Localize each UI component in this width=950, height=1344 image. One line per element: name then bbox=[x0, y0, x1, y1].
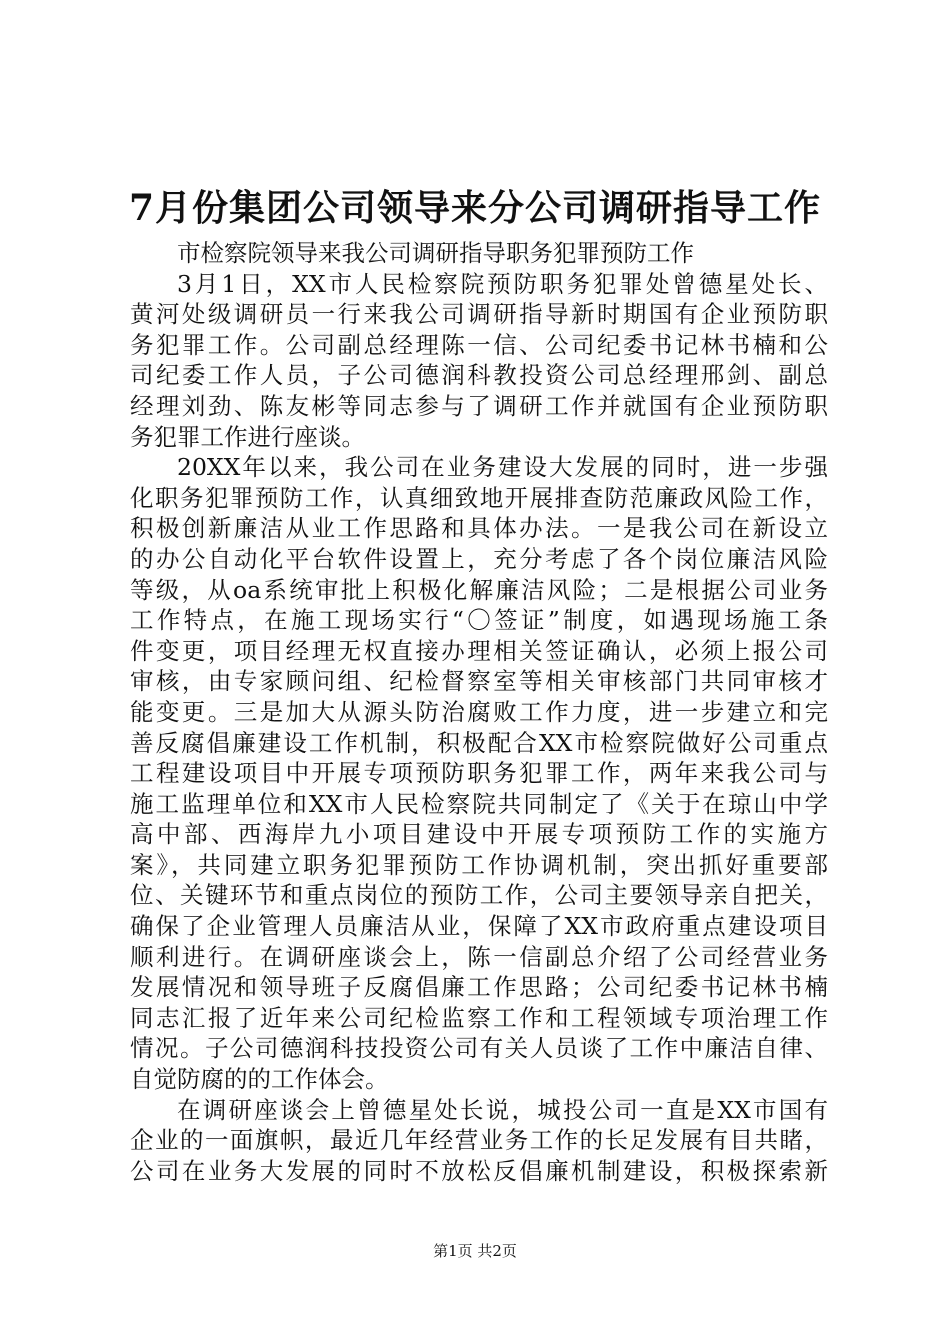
paragraph-line: 件变更，项目经理无权直接办理相关签证确认，必须上报公司 bbox=[130, 636, 828, 665]
paragraph-line: 在调研座谈会上曾德星处长说，城投公司一直是XX市国有 bbox=[177, 1095, 828, 1124]
paragraph-line: 工程建设项目中开展专项预防职务犯罪工作，两年来我公司与 bbox=[130, 759, 828, 788]
paragraph-line: 务犯罪工作进行座谈。 bbox=[130, 422, 365, 451]
paragraph-line: 审核，由专家顾问组、纪检督察室等相关审核部门共同审核才 bbox=[130, 667, 828, 696]
paragraph-line: 20XX年以来，我公司在业务建设大发展的同时，进一步强 bbox=[177, 453, 828, 482]
paragraph-line: 司纪委工作人员，子公司德润科教投资公司总经理邢剑、副总 bbox=[130, 361, 828, 390]
paragraph-line: 工作特点，在施工现场实行“〇签证”制度，如遇现场施工条 bbox=[130, 606, 828, 635]
paragraph-line: 案》，共同建立职务犯罪预防工作协调机制，突出抓好重要部 bbox=[130, 850, 828, 879]
document-body bbox=[130, 238, 828, 1186]
paragraph-line: 发展情况和领导班子反腐倡廉工作思路；公司纪委书记林书楠 bbox=[130, 973, 828, 1002]
paragraph-line: 公司在业务大发展的同时不放松反倡廉机制建设，积极探索新 bbox=[130, 1156, 828, 1185]
paragraph-line: 务犯罪工作。公司副总经理陈一信、公司纪委书记林书楠和公 bbox=[130, 330, 828, 359]
page-footer: 第1页 共2页 bbox=[433, 1242, 517, 1260]
paragraph-line: 确保了企业管理人员廉洁从业，保障了XX市政府重点建设项目 bbox=[130, 912, 828, 941]
paragraph-line: 高中部、西海岸九小项目建设中开展专项预防工作的实施方 bbox=[130, 820, 828, 849]
paragraph-line: 化职务犯罪预防工作，认真细致地开展排查防范廉政风险工作， bbox=[130, 483, 828, 512]
paragraph-line: 能变更。三是加大从源头防治腐败工作力度，进一步建立和完 bbox=[130, 697, 828, 726]
paragraph-line: 经理刘劲、陈友彬等同志参与了调研工作并就国有企业预防职 bbox=[130, 391, 828, 420]
paragraph-line: 位、关键环节和重点岗位的预防工作，公司主要领导亲自把关， bbox=[130, 881, 828, 910]
paragraph-line: 施工监理单位和XX市人民检察院共同制定了《关于在琼山中学 bbox=[130, 789, 828, 818]
paragraph-line: 积极创新廉洁从业工作思路和具体办法。一是我公司在新设立 bbox=[130, 514, 828, 543]
paragraph-line: 自觉防腐的的工作体会。 bbox=[130, 1065, 389, 1094]
document-title: 7月份集团公司领导来分公司调研指导工作 bbox=[128, 187, 822, 229]
paragraph-line: 企业的一面旗帜，最近几年经营业务工作的长足发展有目共睹， bbox=[130, 1126, 828, 1155]
paragraph-line: 善反腐倡廉建设工作机制，积极配合XX市检察院做好公司重点 bbox=[130, 728, 828, 757]
paragraph-line: 3月1日，XX市人民检察院预防职务犯罪处曾德星处长、 bbox=[177, 269, 828, 298]
paragraph-line: 等级，从oa系统审批上积极化解廉洁风险；二是根据公司业务 bbox=[130, 575, 828, 604]
paragraph-line: 情况。子公司德润科技投资公司有关人员谈了工作中廉洁自律、 bbox=[130, 1034, 828, 1063]
subtitle-line: 市检察院领导来我公司调研指导职务犯罪预防工作 bbox=[177, 239, 694, 267]
paragraph-line: 同志汇报了近年来公司纪检监察工作和工程领域专项治理工作 bbox=[130, 1003, 828, 1032]
paragraph-line: 黄河处级调研员一行来我公司调研指导新时期国有企业预防职 bbox=[130, 300, 828, 329]
paragraph-line: 顺利进行。在调研座谈会上，陈一信副总介绍了公司经营业务 bbox=[130, 942, 828, 971]
paragraph-line: 的办公自动化平台软件设置上，充分考虑了各个岗位廉洁风险 bbox=[130, 544, 828, 573]
